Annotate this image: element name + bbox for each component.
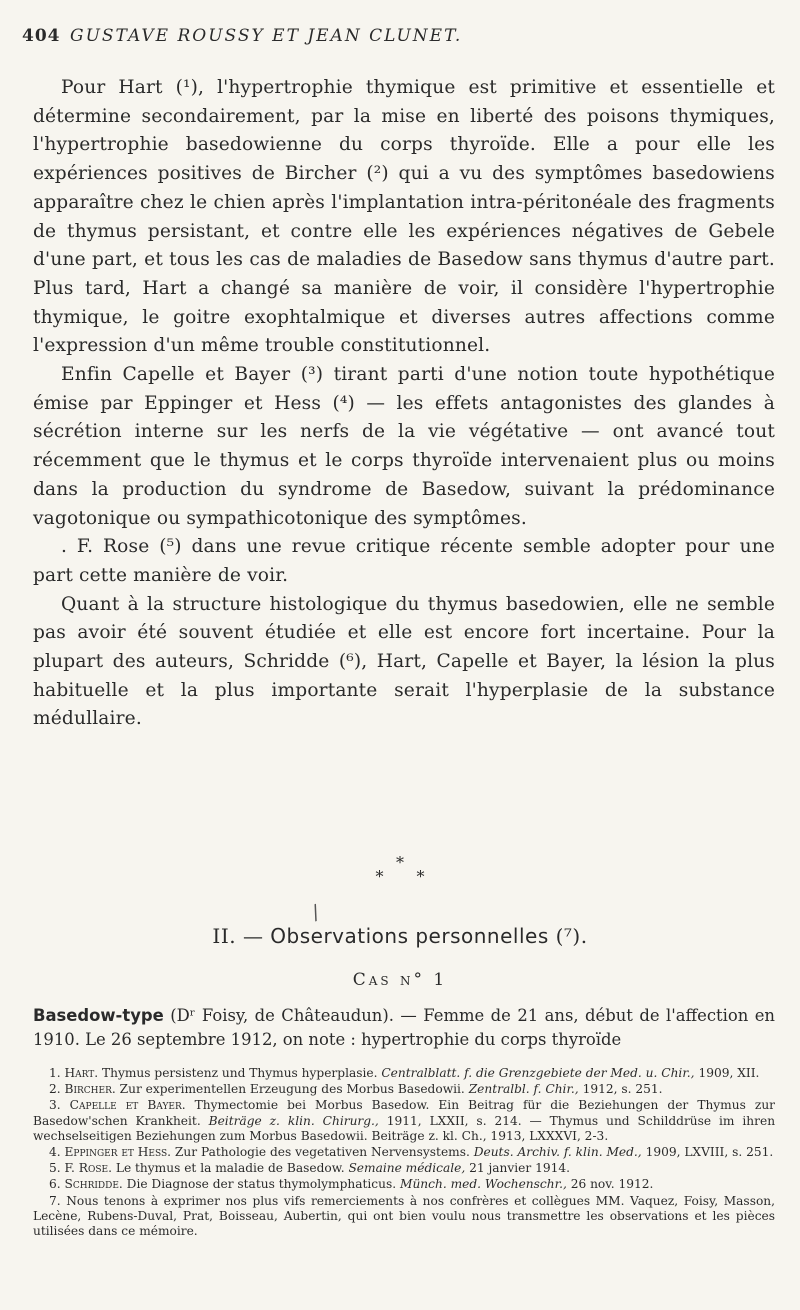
footnote-rest: 1911, LXXII, s. 214. — Thymus und Schilddrüse im ihren wechselseitigen Beziehungen zum Morbus Basedowii. Beiträge z. kl. Ch., 1913, LXXXVI, 2-3. bbox=[33, 1113, 776, 1143]
footnote-rest: 21 janvier 1914. bbox=[469, 1161, 570, 1176]
body-text bbox=[33, 74, 775, 734]
section-title: Observations personnelles bbox=[270, 924, 549, 948]
footnote bbox=[33, 1194, 775, 1240]
footnote-label: 7. bbox=[49, 1193, 61, 1208]
footnote-text: Thymus persistenz und Thymus hyperplasie. bbox=[102, 1066, 378, 1080]
paragraph-capelle-bayer: Enfin Capelle et Bayer (³) tirant parti d'une notion toute hypothétique émise par Eppinger et Hess (⁴) — les effets antagonistes des glandes à sécrétion interne sur les nerfs de la vie végétative — ont avancé tout récemment que le thymus et le corps thyroïde intervenaient plus ou moins dans la production du syndrome de Basedow, suivant la prédominance vagotonique ou sympathicotonique des symptômes. bbox=[33, 364, 775, 529]
footnote bbox=[33, 1161, 775, 1176]
page-number: 404 bbox=[22, 26, 61, 46]
footnote-label: 1. Hart. bbox=[49, 1066, 99, 1080]
footnote-rest: 1912, s. 251. bbox=[582, 1082, 663, 1097]
footnote-text: Thymectomie bei Morbus Basedow. Ein Beitrag für die Beziehungen der Thymus zur Basedow'schen Krankheit. bbox=[33, 1098, 775, 1128]
footnotes bbox=[33, 1066, 775, 1240]
footnote-label: 3. Capelle et Bayer. bbox=[49, 1098, 186, 1113]
case-title: Cas n° 1 bbox=[352, 970, 448, 990]
footnote bbox=[33, 1082, 775, 1097]
footnote-text: Zur experimentellen Erzeugung des Morbus Basedowii. bbox=[119, 1082, 465, 1097]
footnote-label: 2. Bircher. bbox=[49, 1082, 116, 1097]
paragraph-hart: Pour Hart (¹), l'hypertrophie thymique est primitive et essentielle et détermine secondairement, par la mise en liberté des poisons thymiques, l'hypertrophie basedowienne du corps thyroïde. Elle a pour elle les expériences positives de Bircher (²) qui a vu des symptômes basedowiens apparaître chez le chien après l'implantation intra-péritonéale des fragments de thymus persistant, et contre elle les expériences négatives de Gebele d'une part, et tous les cas de maladies de Basedow sans thymus d'autre part. Plus tard, Hart a changé sa manière de voir, il considère l'hypertrophie thymique, le goitre exophtalmique et diverses autres affections comme l'expression d'un même trouble constitutionnel. bbox=[33, 77, 775, 357]
footnote bbox=[33, 1066, 775, 1081]
footnote-source: Semaine médicale, bbox=[348, 1161, 466, 1176]
footnote-source: Centralblatt. f. die Grenzgebiete der Med. u. Chir., bbox=[381, 1066, 695, 1080]
paragraph-histology: Quant à la structure histologique du thymus basedowien, elle ne semble pas avoir été souvent étudiée et elle est encore fort incertaine. Pour la plupart des auteurs, Schridde (⁶), Hart, Capelle et Bayer, la lésion la plus habituelle et la plus importante serait l'hyperplasie de la substance médullaire. bbox=[33, 593, 775, 730]
paragraph-rose: . F. Rose (⁵) dans une revue critique récente semble adopter pour une part cette manière de voir. bbox=[33, 536, 775, 586]
footnote-rest: 1909, XII. bbox=[698, 1066, 760, 1080]
footnote bbox=[33, 1177, 775, 1192]
footnote-label: 4. Eppinger et Hess. bbox=[49, 1145, 172, 1160]
footnote-text: Die Diagnose der status thymolymphaticus. bbox=[126, 1177, 397, 1192]
footnote-text: Le thymus et la maladie de Basedow. bbox=[115, 1161, 345, 1176]
footnote-source: Münch. med. Wochenschr., bbox=[399, 1177, 567, 1192]
section-heading bbox=[0, 924, 800, 948]
footnote-source: Deuts. Archiv. f. klin. Med., bbox=[473, 1145, 642, 1160]
footnote-text: Nous tenons à exprimer nos plus vifs remerciements à nos confrères et collègues MM. Vaquez, Foisy, Masson, Lecène, Rubens-Duval, Prat, Boisseau, Aubertin, qui ont bien voulu nous transmettre les observations et les pièces utilisées dans ce mémoire. bbox=[33, 1193, 776, 1239]
page-header bbox=[22, 26, 760, 50]
section-footnote-ref: (⁷). bbox=[555, 924, 588, 948]
section-number: II. — bbox=[212, 924, 264, 948]
footnote-source: Beiträge z. klin. Chirurg., bbox=[208, 1113, 379, 1128]
case-text: (Dʳ Foisy, de Châteaudun). — Femme de 21 ans, début de l'affection en 1910. Le 26 septembre 1912, on note : hypertrophie du corps thyroïde bbox=[33, 1006, 775, 1049]
pencil-mark: / bbox=[308, 899, 323, 925]
asterism-top: * bbox=[396, 853, 404, 872]
case-lead: Basedow-type bbox=[33, 1006, 164, 1025]
footnote-label: 5. F. Rose. bbox=[49, 1161, 112, 1176]
running-title: GUSTAVE ROUSSY ET JEAN CLUNET. bbox=[70, 26, 463, 46]
footnote-rest: 26 nov. 1912. bbox=[570, 1177, 654, 1192]
footnote bbox=[33, 1145, 775, 1160]
asterism-bottom: * * bbox=[375, 867, 439, 886]
footnote-source: Zentralbl. f. Chir., bbox=[468, 1082, 579, 1097]
asterism-separator bbox=[0, 853, 800, 886]
footnote-rest: 1909, LXVIII, s. 251. bbox=[645, 1145, 774, 1160]
footnote-label: 6. Schridde. bbox=[49, 1177, 123, 1192]
case-paragraph bbox=[33, 1004, 775, 1052]
footnote-text: Zur Pathologie des vegetativen Nervensystems. bbox=[174, 1145, 470, 1160]
footnote bbox=[33, 1098, 775, 1144]
